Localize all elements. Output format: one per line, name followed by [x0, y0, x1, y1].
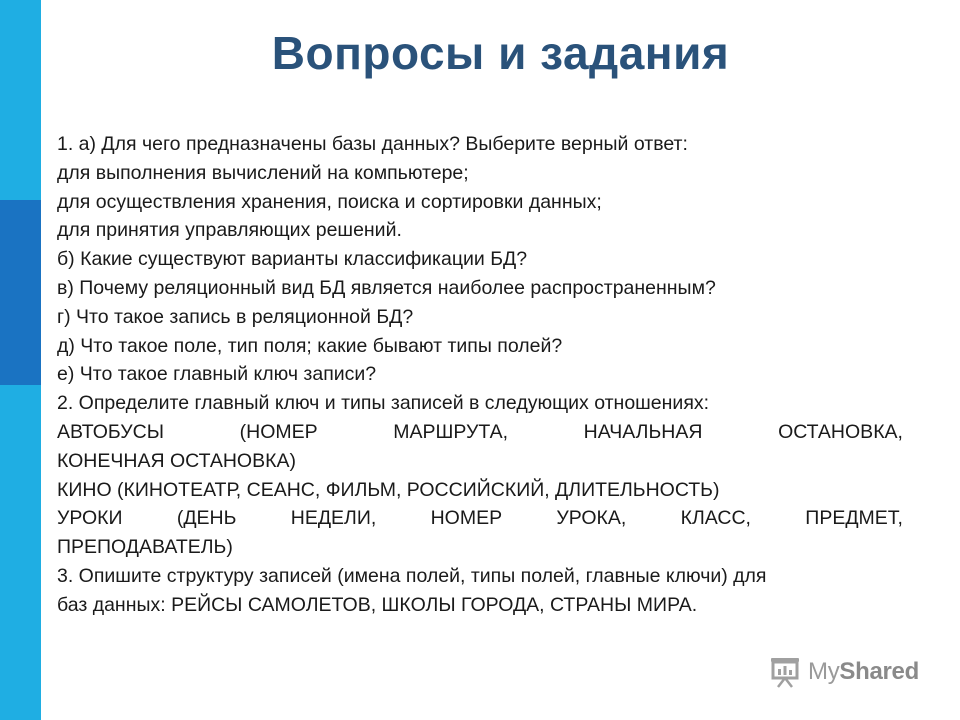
question-3-cont: баз данных: РЕЙСЫ САМОЛЕТОВ, ШКОЛЫ ГОРОДА, СТРАНЫ МИРА. — [57, 593, 698, 616]
relation-buses — [57, 418, 903, 447]
slide-title: Вопросы и задания — [271, 27, 730, 79]
question-1b: б) Какие существуют варианты классификации БД? — [57, 248, 528, 271]
watermark-text — [808, 658, 919, 686]
question-3: 3. Опишите структуру записей (имена полей, типы полей, главные ключи) для — [57, 564, 767, 587]
relation-word: (НОМЕР — [239, 420, 318, 443]
presentation-board-icon — [768, 656, 802, 688]
relation-word: НОМЕР — [430, 507, 503, 530]
watermark-prefix: My — [808, 658, 840, 685]
answer-option-2: для осуществления хранения, поиска и сортировки данных; — [57, 190, 602, 213]
answer-option-1: для выполнения вычислений на компьютере; — [57, 161, 469, 184]
watermark-suffix: Shared — [839, 658, 919, 685]
relation-lessons-cont: ПРЕПОДАВАТЕЛЬ) — [57, 536, 233, 559]
relation-word: АВТОБУСЫ — [57, 420, 164, 443]
left-accent-block — [0, 200, 41, 385]
relation-buses-cont: КОНЕЧНАЯ ОСТАНОВКА) — [57, 449, 296, 472]
myshared-watermark — [768, 656, 919, 688]
question-1a: 1. а) Для чего предназначены базы данных? Выберите верный ответ: — [57, 133, 688, 155]
question-2: 2. Определите главный ключ и типы записей в следующих отношениях: — [57, 392, 710, 415]
relation-word: ОСТАНОВКА, — [778, 420, 903, 443]
slide-body — [57, 130, 903, 620]
relation-word: КЛАСС, — [680, 507, 751, 530]
question-1g: г) Что такое запись в реляционной БД? — [57, 305, 414, 328]
question-1e: е) Что такое главный ключ записи? — [57, 363, 377, 386]
relation-word: МАРШРУТА, — [393, 420, 509, 443]
relation-word: УРОКИ — [57, 507, 123, 530]
relation-word: ПРЕДМЕТ, — [805, 507, 903, 530]
question-1d: д) Что такое поле, тип поля; какие бывают типы полей? — [57, 334, 563, 357]
relation-lessons — [57, 504, 903, 533]
relation-word: (ДЕНЬ — [176, 507, 237, 530]
relation-word: УРОКА, — [556, 507, 627, 530]
relation-word: НАЧАЛЬНАЯ — [583, 420, 703, 443]
answer-option-3: для принятия управляющих решений. — [57, 219, 402, 242]
relation-word: НЕДЕЛИ, — [290, 507, 377, 530]
relation-cinema: КИНО (КИНОТЕАТР, СЕАНС, ФИЛЬМ, РОССИЙСКИЙ, ДЛИТЕЛЬНОСТЬ) — [57, 478, 720, 501]
question-1v: в) Почему реляционный вид БД является наиболее распространенным? — [57, 276, 716, 299]
